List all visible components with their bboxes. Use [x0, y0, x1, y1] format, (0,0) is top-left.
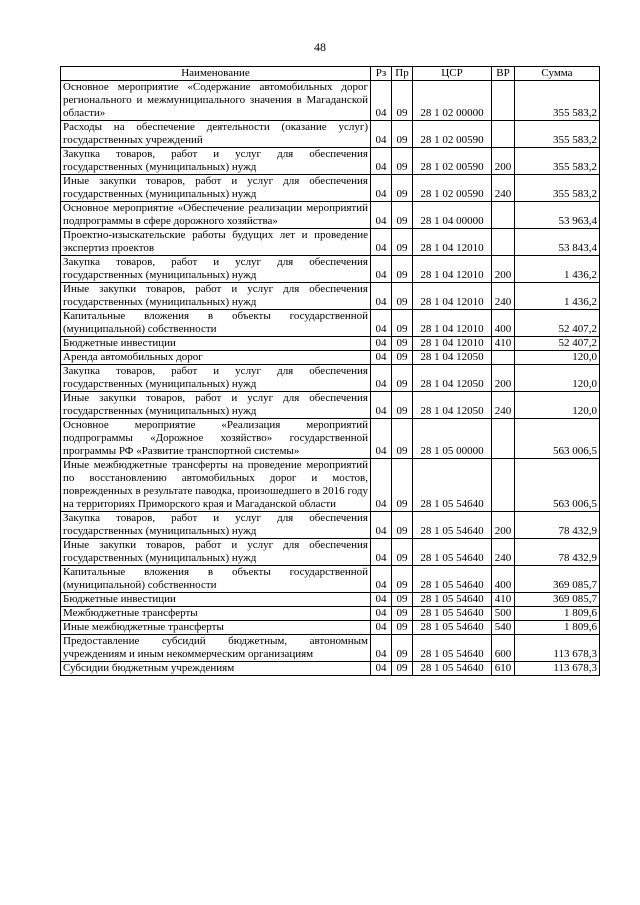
row-csr-cell: 28 1 05 54640: [413, 566, 492, 593]
row-vr-cell: 240: [492, 392, 515, 419]
row-rz-cell: 04: [371, 635, 392, 662]
row-csr-cell: 28 1 02 00000: [413, 81, 492, 121]
row-pr-cell: 09: [392, 512, 413, 539]
row-sum-cell: 120,0: [515, 351, 600, 365]
header-rz: Рз: [371, 67, 392, 81]
table-row: [61, 607, 600, 621]
row-vr-cell: 600: [492, 635, 515, 662]
row-rz-cell: 04: [371, 662, 392, 676]
row-pr-cell: 09: [392, 566, 413, 593]
table-row: [61, 337, 600, 351]
table-row: [61, 175, 600, 202]
row-pr-cell: 09: [392, 419, 413, 459]
row-csr-cell: 28 1 02 00590: [413, 175, 492, 202]
budget-table: [60, 66, 600, 676]
row-csr-cell: 28 1 04 12050: [413, 392, 492, 419]
row-sum-cell: 563 006,5: [515, 419, 600, 459]
header-name: Наименование: [61, 67, 371, 81]
table-row: [61, 283, 600, 310]
row-pr-cell: 09: [392, 621, 413, 635]
row-sum-cell: 113 678,3: [515, 635, 600, 662]
row-vr-cell: 200: [492, 365, 515, 392]
row-vr-cell: 240: [492, 175, 515, 202]
row-rz-cell: 04: [371, 459, 392, 512]
row-rz-cell: 04: [371, 392, 392, 419]
row-vr-cell: 410: [492, 593, 515, 607]
header-vr: ВР: [492, 67, 515, 81]
row-sum-cell: 78 432,9: [515, 512, 600, 539]
table-row: [61, 365, 600, 392]
row-rz-cell: 04: [371, 310, 392, 337]
row-rz-cell: 04: [371, 229, 392, 256]
row-csr-cell: 28 1 05 54640: [413, 662, 492, 676]
row-sum-cell: 369 085,7: [515, 593, 600, 607]
row-csr-cell: 28 1 04 12010: [413, 310, 492, 337]
row-rz-cell: 04: [371, 593, 392, 607]
row-name-cell: Проектно-изыскательские работы будущих лет и проведение экспертиз проектов: [61, 229, 371, 256]
row-rz-cell: 04: [371, 256, 392, 283]
row-name-cell: Иные межбюджетные трансферты на проведение мероприятий по восстановлению автомобильных дорог и мостов, поврежденных в результате паводка, произошедшего в 2016 году на территориях Приморского края и Магаданской области: [61, 459, 371, 512]
row-pr-cell: 09: [392, 392, 413, 419]
row-pr-cell: 09: [392, 365, 413, 392]
row-pr-cell: 09: [392, 459, 413, 512]
row-rz-cell: 04: [371, 175, 392, 202]
row-pr-cell: 09: [392, 256, 413, 283]
table-row: [61, 310, 600, 337]
row-sum-cell: 78 432,9: [515, 539, 600, 566]
row-vr-cell: [492, 459, 515, 512]
table-row: [61, 621, 600, 635]
row-name-cell: Закупка товаров, работ и услуг для обеспечения государственных (муниципальных) нужд: [61, 365, 371, 392]
row-name-cell: Иные закупки товаров, работ и услуг для обеспечения государственных (муниципальных) нужд: [61, 175, 371, 202]
table-row: [61, 635, 600, 662]
row-pr-cell: 09: [392, 175, 413, 202]
row-rz-cell: 04: [371, 566, 392, 593]
table-row: [61, 566, 600, 593]
row-csr-cell: 28 1 02 00590: [413, 148, 492, 175]
row-sum-cell: 52 407,2: [515, 310, 600, 337]
row-sum-cell: 113 678,3: [515, 662, 600, 676]
row-pr-cell: 09: [392, 662, 413, 676]
row-name-cell: Иные закупки товаров, работ и услуг для обеспечения государственных (муниципальных) нужд: [61, 392, 371, 419]
row-sum-cell: 120,0: [515, 392, 600, 419]
row-vr-cell: 540: [492, 621, 515, 635]
row-rz-cell: 04: [371, 512, 392, 539]
table-row: [61, 539, 600, 566]
header-sum: Сумма: [515, 67, 600, 81]
row-pr-cell: 09: [392, 593, 413, 607]
row-sum-cell: 53 963,4: [515, 202, 600, 229]
row-rz-cell: 04: [371, 351, 392, 365]
page-number: 48: [314, 40, 326, 54]
table-row: [61, 459, 600, 512]
row-pr-cell: 09: [392, 635, 413, 662]
row-rz-cell: 04: [371, 607, 392, 621]
row-csr-cell: 28 1 05 54640: [413, 607, 492, 621]
row-sum-cell: 1 809,6: [515, 607, 600, 621]
row-sum-cell: 355 583,2: [515, 81, 600, 121]
row-name-cell: Иные закупки товаров, работ и услуг для обеспечения государственных (муниципальных) нужд: [61, 283, 371, 310]
row-vr-cell: 240: [492, 539, 515, 566]
row-csr-cell: 28 1 05 00000: [413, 419, 492, 459]
row-pr-cell: 09: [392, 310, 413, 337]
row-name-cell: Расходы на обеспечение деятельности (оказание услуг) государственных учреждений: [61, 121, 371, 148]
row-name-cell: Предоставление субсидий бюджетным, автономным учреждениям и иным некоммерческим организациям: [61, 635, 371, 662]
row-rz-cell: 04: [371, 337, 392, 351]
row-vr-cell: 200: [492, 148, 515, 175]
row-vr-cell: 410: [492, 337, 515, 351]
row-sum-cell: 1 436,2: [515, 283, 600, 310]
row-vr-cell: [492, 81, 515, 121]
row-pr-cell: 09: [392, 202, 413, 229]
row-pr-cell: 09: [392, 229, 413, 256]
row-pr-cell: 09: [392, 148, 413, 175]
row-rz-cell: 04: [371, 121, 392, 148]
row-csr-cell: 28 1 04 12010: [413, 283, 492, 310]
row-pr-cell: 09: [392, 337, 413, 351]
row-csr-cell: 28 1 04 12050: [413, 365, 492, 392]
row-csr-cell: 28 1 05 54640: [413, 593, 492, 607]
row-csr-cell: 28 1 04 12010: [413, 229, 492, 256]
row-sum-cell: 1 436,2: [515, 256, 600, 283]
row-rz-cell: 04: [371, 283, 392, 310]
row-rz-cell: 04: [371, 419, 392, 459]
row-csr-cell: 28 1 05 54640: [413, 459, 492, 512]
table-row: [61, 202, 600, 229]
row-name-cell: Бюджетные инвестиции: [61, 337, 371, 351]
table-row: [61, 121, 600, 148]
row-name-cell: Иные межбюджетные трансферты: [61, 621, 371, 635]
row-rz-cell: 04: [371, 81, 392, 121]
row-rz-cell: 04: [371, 621, 392, 635]
row-csr-cell: 28 1 02 00590: [413, 121, 492, 148]
row-name-cell: Капитальные вложения в объекты государственной (муниципальной) собственности: [61, 566, 371, 593]
row-vr-cell: [492, 351, 515, 365]
row-vr-cell: 500: [492, 607, 515, 621]
row-name-cell: Закупка товаров, работ и услуг для обеспечения государственных (муниципальных) нужд: [61, 256, 371, 283]
row-sum-cell: 563 006,5: [515, 459, 600, 512]
row-csr-cell: 28 1 04 12010: [413, 337, 492, 351]
row-sum-cell: 355 583,2: [515, 148, 600, 175]
row-name-cell: Основное мероприятие «Обеспечение реализации мероприятий подпрограммы в сфере дорожного хозяйства»: [61, 202, 371, 229]
table-row: [61, 81, 600, 121]
header-csr: ЦСР: [413, 67, 492, 81]
row-vr-cell: 610: [492, 662, 515, 676]
row-pr-cell: 09: [392, 607, 413, 621]
table-row: [61, 351, 600, 365]
row-csr-cell: 28 1 05 54640: [413, 539, 492, 566]
row-csr-cell: 28 1 05 54640: [413, 512, 492, 539]
row-pr-cell: 09: [392, 539, 413, 566]
row-vr-cell: 200: [492, 256, 515, 283]
row-csr-cell: 28 1 04 00000: [413, 202, 492, 229]
row-pr-cell: 09: [392, 81, 413, 121]
row-vr-cell: 200: [492, 512, 515, 539]
row-csr-cell: 28 1 05 54640: [413, 635, 492, 662]
row-vr-cell: [492, 419, 515, 459]
row-csr-cell: 28 1 04 12010: [413, 256, 492, 283]
table-row: [61, 512, 600, 539]
row-sum-cell: 52 407,2: [515, 337, 600, 351]
row-vr-cell: 400: [492, 310, 515, 337]
row-name-cell: Иные закупки товаров, работ и услуг для обеспечения государственных (муниципальных) нужд: [61, 539, 371, 566]
row-sum-cell: 355 583,2: [515, 175, 600, 202]
row-name-cell: Закупка товаров, работ и услуг для обеспечения государственных (муниципальных) нужд: [61, 512, 371, 539]
table-body: [61, 81, 600, 676]
row-name-cell: Аренда автомобильных дорог: [61, 351, 371, 365]
row-name-cell: Межбюджетные трансферты: [61, 607, 371, 621]
row-rz-cell: 04: [371, 202, 392, 229]
row-rz-cell: 04: [371, 539, 392, 566]
table-row: [61, 662, 600, 676]
row-sum-cell: 355 583,2: [515, 121, 600, 148]
row-sum-cell: 120,0: [515, 365, 600, 392]
table-row: [61, 229, 600, 256]
row-pr-cell: 09: [392, 351, 413, 365]
row-pr-cell: 09: [392, 121, 413, 148]
row-sum-cell: 1 809,6: [515, 621, 600, 635]
row-csr-cell: 28 1 05 54640: [413, 621, 492, 635]
row-sum-cell: 369 085,7: [515, 566, 600, 593]
row-name-cell: Капитальные вложения в объекты государственной (муниципальной) собственности: [61, 310, 371, 337]
row-pr-cell: 09: [392, 283, 413, 310]
row-rz-cell: 04: [371, 148, 392, 175]
row-vr-cell: 400: [492, 566, 515, 593]
header-pr: Пр: [392, 67, 413, 81]
row-vr-cell: 240: [492, 283, 515, 310]
row-vr-cell: [492, 229, 515, 256]
row-csr-cell: 28 1 04 12050: [413, 351, 492, 365]
row-rz-cell: 04: [371, 365, 392, 392]
row-vr-cell: [492, 121, 515, 148]
table-row: [61, 256, 600, 283]
row-name-cell: Бюджетные инвестиции: [61, 593, 371, 607]
row-name-cell: Субсидии бюджетным учреждениям: [61, 662, 371, 676]
table-header-row: [61, 67, 600, 81]
table-row: [61, 392, 600, 419]
row-vr-cell: [492, 202, 515, 229]
table-row: [61, 148, 600, 175]
row-name-cell: Закупка товаров, работ и услуг для обеспечения государственных (муниципальных) нужд: [61, 148, 371, 175]
row-sum-cell: 53 843,4: [515, 229, 600, 256]
table-row: [61, 593, 600, 607]
table-row: [61, 419, 600, 459]
row-name-cell: Основное мероприятие «Содержание автомобильных дорог регионального и межмуниципального значения в Магаданской области»: [61, 81, 371, 121]
row-name-cell: Основное мероприятие «Реализация мероприятий подпрограммы «Дорожное хозяйство» государственной программы РФ «Развитие транспортной системы»: [61, 419, 371, 459]
